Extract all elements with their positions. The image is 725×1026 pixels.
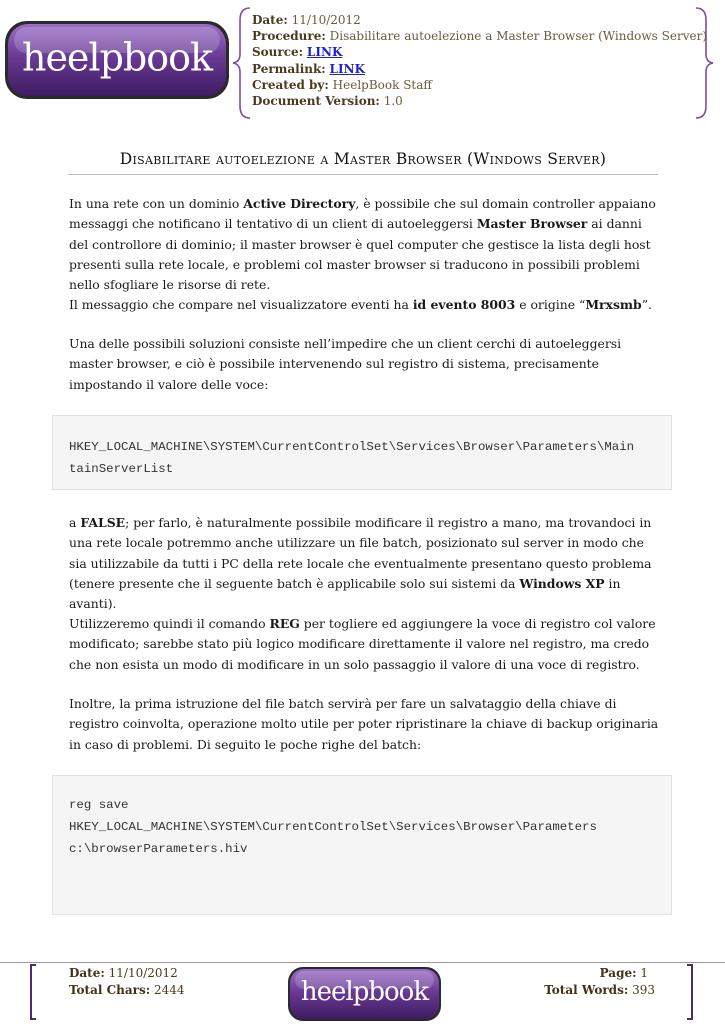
meta-permalink: Permalink: LINK bbox=[252, 61, 365, 76]
code-block-registry-key bbox=[52, 415, 672, 490]
code-line: HKEY_LOCAL_MACHINE\SYSTEM\CurrentControlSet\Services\Browser\Parameters bbox=[69, 820, 597, 834]
code-line: HKEY_LOCAL_MACHINE\SYSTEM\CurrentControlSet\Services\Browser\Parameters\Main bbox=[69, 440, 635, 454]
footer-date: Date: 11/10/2012 bbox=[69, 966, 178, 980]
code-block-batch bbox=[52, 775, 672, 915]
heelpbook-logo bbox=[4, 20, 230, 100]
meta-date: Date: 11/10/2012 bbox=[252, 13, 361, 27]
footer-page-number: Page: 1 bbox=[599, 966, 648, 980]
meta-created-by: Created by: HeelpBook Staff bbox=[252, 77, 432, 92]
logo-text: heelpbook bbox=[21, 35, 213, 80]
permalink-link[interactable]: LINK bbox=[329, 61, 365, 76]
footer-logo-text: heelpbook bbox=[300, 977, 429, 1008]
meta-source: Source: LINK bbox=[252, 45, 343, 60]
footer-divider bbox=[0, 962, 725, 963]
left-brace-icon bbox=[232, 6, 252, 120]
page-title: Disabilitare autoelezione a Master Browser (Windows Server) bbox=[68, 150, 658, 175]
code-line: reg save bbox=[69, 798, 129, 812]
paragraph-reg-command: Utilizzeremo quindi il comando REG per togliere ed aggiungere la voce di registro col valore modificato; sarebbe stato più logico modificare direttamente il valore nel registro, ma credo che non esista un modo di modificare in un solo passaggio il valore di una voce di registro. bbox=[69, 616, 656, 672]
document-metadata bbox=[252, 12, 708, 109]
paragraph-intro: In una rete con un dominio Active Directory, è possibile che sul domain controller appaiano messaggi che notificano il tentativo di un client di autoeleggersi Master Browser ai danni del controllore di dominio; il master browser è quel computer che gestisce la lista degli host presenti sulla rete locale, e problemi col master browser si traducono in possibili problemi nello sfogliare le risorse di rete. bbox=[69, 196, 656, 293]
meta-procedure: Procedure: Disabilitare autoelezione a Master Browser (Windows Server) bbox=[252, 29, 708, 44]
right-footer-bracket bbox=[687, 964, 693, 1020]
footer-total-chars: Total Chars: 2444 bbox=[69, 983, 185, 997]
footer-total-words: Total Words: 393 bbox=[544, 983, 655, 997]
paragraph-false-value: a FALSE; per farlo, è naturalmente possibile modificare il registro a mano, ma trovandoci in una rete locale potremmo anche utilizzare un file batch, posizionato sul server in modo che sia utilizzabile da tutti i PC della rete locale che eventualmente presentano questo problema (tenere presente che il seguente batch è applicabile solo sui sistemi da Windows XP in avanti). bbox=[69, 515, 652, 612]
right-brace-icon bbox=[694, 6, 714, 120]
paragraph-backup: Inoltre, la prima istruzione del file batch servirà per fare un salvataggio della chiave di registro coinvolta, operazione molto utile per poter ripristinare la chiave di backup originaria in caso di problemi. Di seguito le poche righe del batch: bbox=[69, 696, 659, 752]
paragraph-solution: Una delle possibili soluzioni consiste nell’impedire che un client cerchi di autoeleggersi master browser, e ciò è possibile intervenendo sul registro di sistema, precisamente impostando il valore delle voce: bbox=[69, 336, 622, 392]
source-link[interactable]: LINK bbox=[306, 45, 343, 60]
paragraph-event-id: Il messaggio che compare nel visualizzatore eventi ha id evento 8003 e origine “Mrxsmb”. bbox=[69, 297, 652, 312]
footer-heelpbook-logo bbox=[287, 966, 442, 1022]
code-line: c:\browserParameters.hiv bbox=[69, 842, 248, 856]
left-footer-bracket bbox=[30, 964, 36, 1020]
code-line: tainServerList bbox=[69, 462, 174, 476]
meta-version: Document Version: 1.0 bbox=[252, 94, 403, 109]
